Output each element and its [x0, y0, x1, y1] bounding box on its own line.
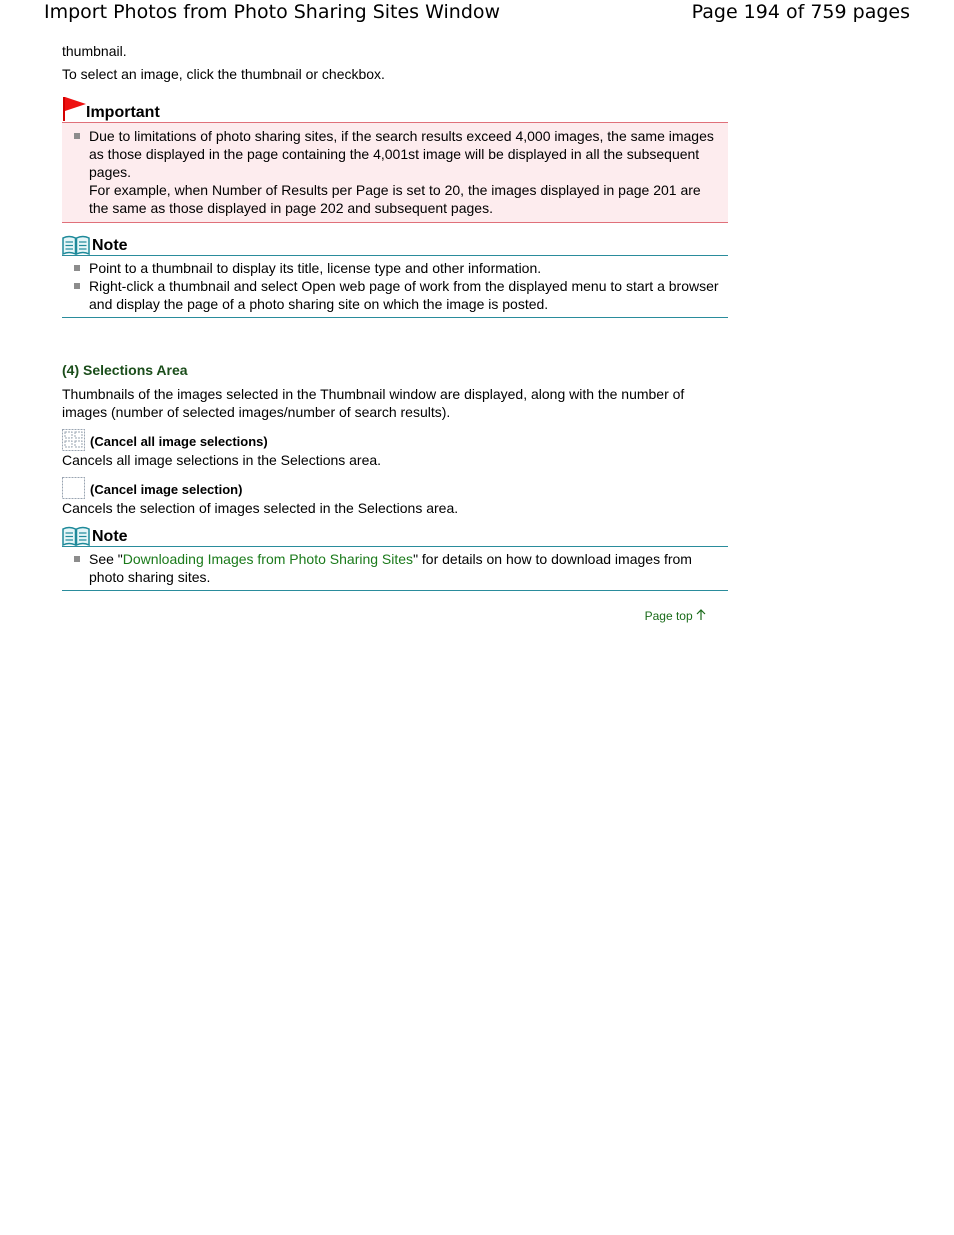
- cancel-all-description: Cancels all image selections in the Selections area.: [62, 452, 382, 468]
- page-top-container: [62, 607, 728, 625]
- note-suffix: " for details on how to download images from photo sharing sites.: [89, 551, 692, 585]
- note-text: Right-click a thumbnail and select Open web page of work from the displayed menu to start a browser and display the page of a photo sharing site on which the image is posted.: [89, 278, 719, 312]
- downloading-images-link[interactable]: Downloading Images from Photo Sharing Sites: [122, 551, 414, 567]
- list-item: [74, 259, 720, 277]
- note-heading-text: Note: [92, 237, 128, 254]
- intro-line-2: To select an image, click the thumbnail or checkbox.: [62, 66, 385, 82]
- list-item: [74, 127, 720, 217]
- page-header: [0, 0, 954, 26]
- cancel-all-label: (Cancel all image selections): [90, 434, 268, 449]
- important-heading-text: Important: [86, 104, 160, 121]
- page-top-link[interactable]: [645, 609, 706, 623]
- red-flag-icon: [62, 96, 86, 122]
- cancel-one-description: Cancels the selection of images selected in the Selections area.: [62, 500, 459, 516]
- document-title: Import Photos from Photo Sharing Sites Window: [44, 1, 501, 23]
- square-bullet-icon: [74, 265, 80, 271]
- square-bullet-icon: [74, 133, 80, 139]
- up-arrow-icon: [696, 609, 706, 621]
- open-book-icon: [62, 235, 90, 255]
- cancel-one-label: (Cancel image selection): [90, 482, 243, 497]
- note-box: [62, 546, 728, 591]
- square-bullet-icon: [74, 283, 80, 289]
- section-description: Thumbnails of the images selected in the Thumbnail window are displayed, along with the number of images (number of selected images/number of search results).: [62, 386, 685, 420]
- note-box: [62, 255, 728, 318]
- important-box: [62, 122, 728, 223]
- cancel-one-row: [62, 477, 728, 499]
- cancel-all-selections-icon: [62, 429, 85, 451]
- important-heading: [62, 96, 728, 122]
- note-text: Point to a thumbnail to display its title, license type and other information.: [89, 260, 542, 276]
- cancel-all-row: [62, 429, 728, 451]
- note-heading: [62, 235, 728, 255]
- section-heading: (4) Selections Area: [62, 362, 188, 378]
- square-bullet-icon: [74, 556, 80, 562]
- intro-line-1: thumbnail.: [62, 43, 127, 59]
- open-book-icon: [62, 526, 90, 546]
- important-text-2: For example, when Number of Results per Page is set to 20, the images displayed in page 201 are the same as those displayed in page 202 and subsequent pages.: [89, 182, 701, 216]
- important-text-1: Due to limitations of photo sharing sites, if the search results exceed 4,000 images, the same images as those displayed in the page containing the 4,001st image will be displayed in all the subsequent pages.: [89, 128, 714, 180]
- note-prefix: See ": [89, 551, 123, 567]
- note-heading: [62, 526, 728, 546]
- main-content: [62, 42, 728, 625]
- cancel-selection-icon: [62, 477, 85, 499]
- page-top-label: Page top: [644, 609, 693, 623]
- list-item: [74, 550, 720, 586]
- note-heading-text: Note: [92, 528, 128, 545]
- list-item: [74, 277, 720, 313]
- page-counter: Page 194 of 759 pages: [691, 1, 910, 23]
